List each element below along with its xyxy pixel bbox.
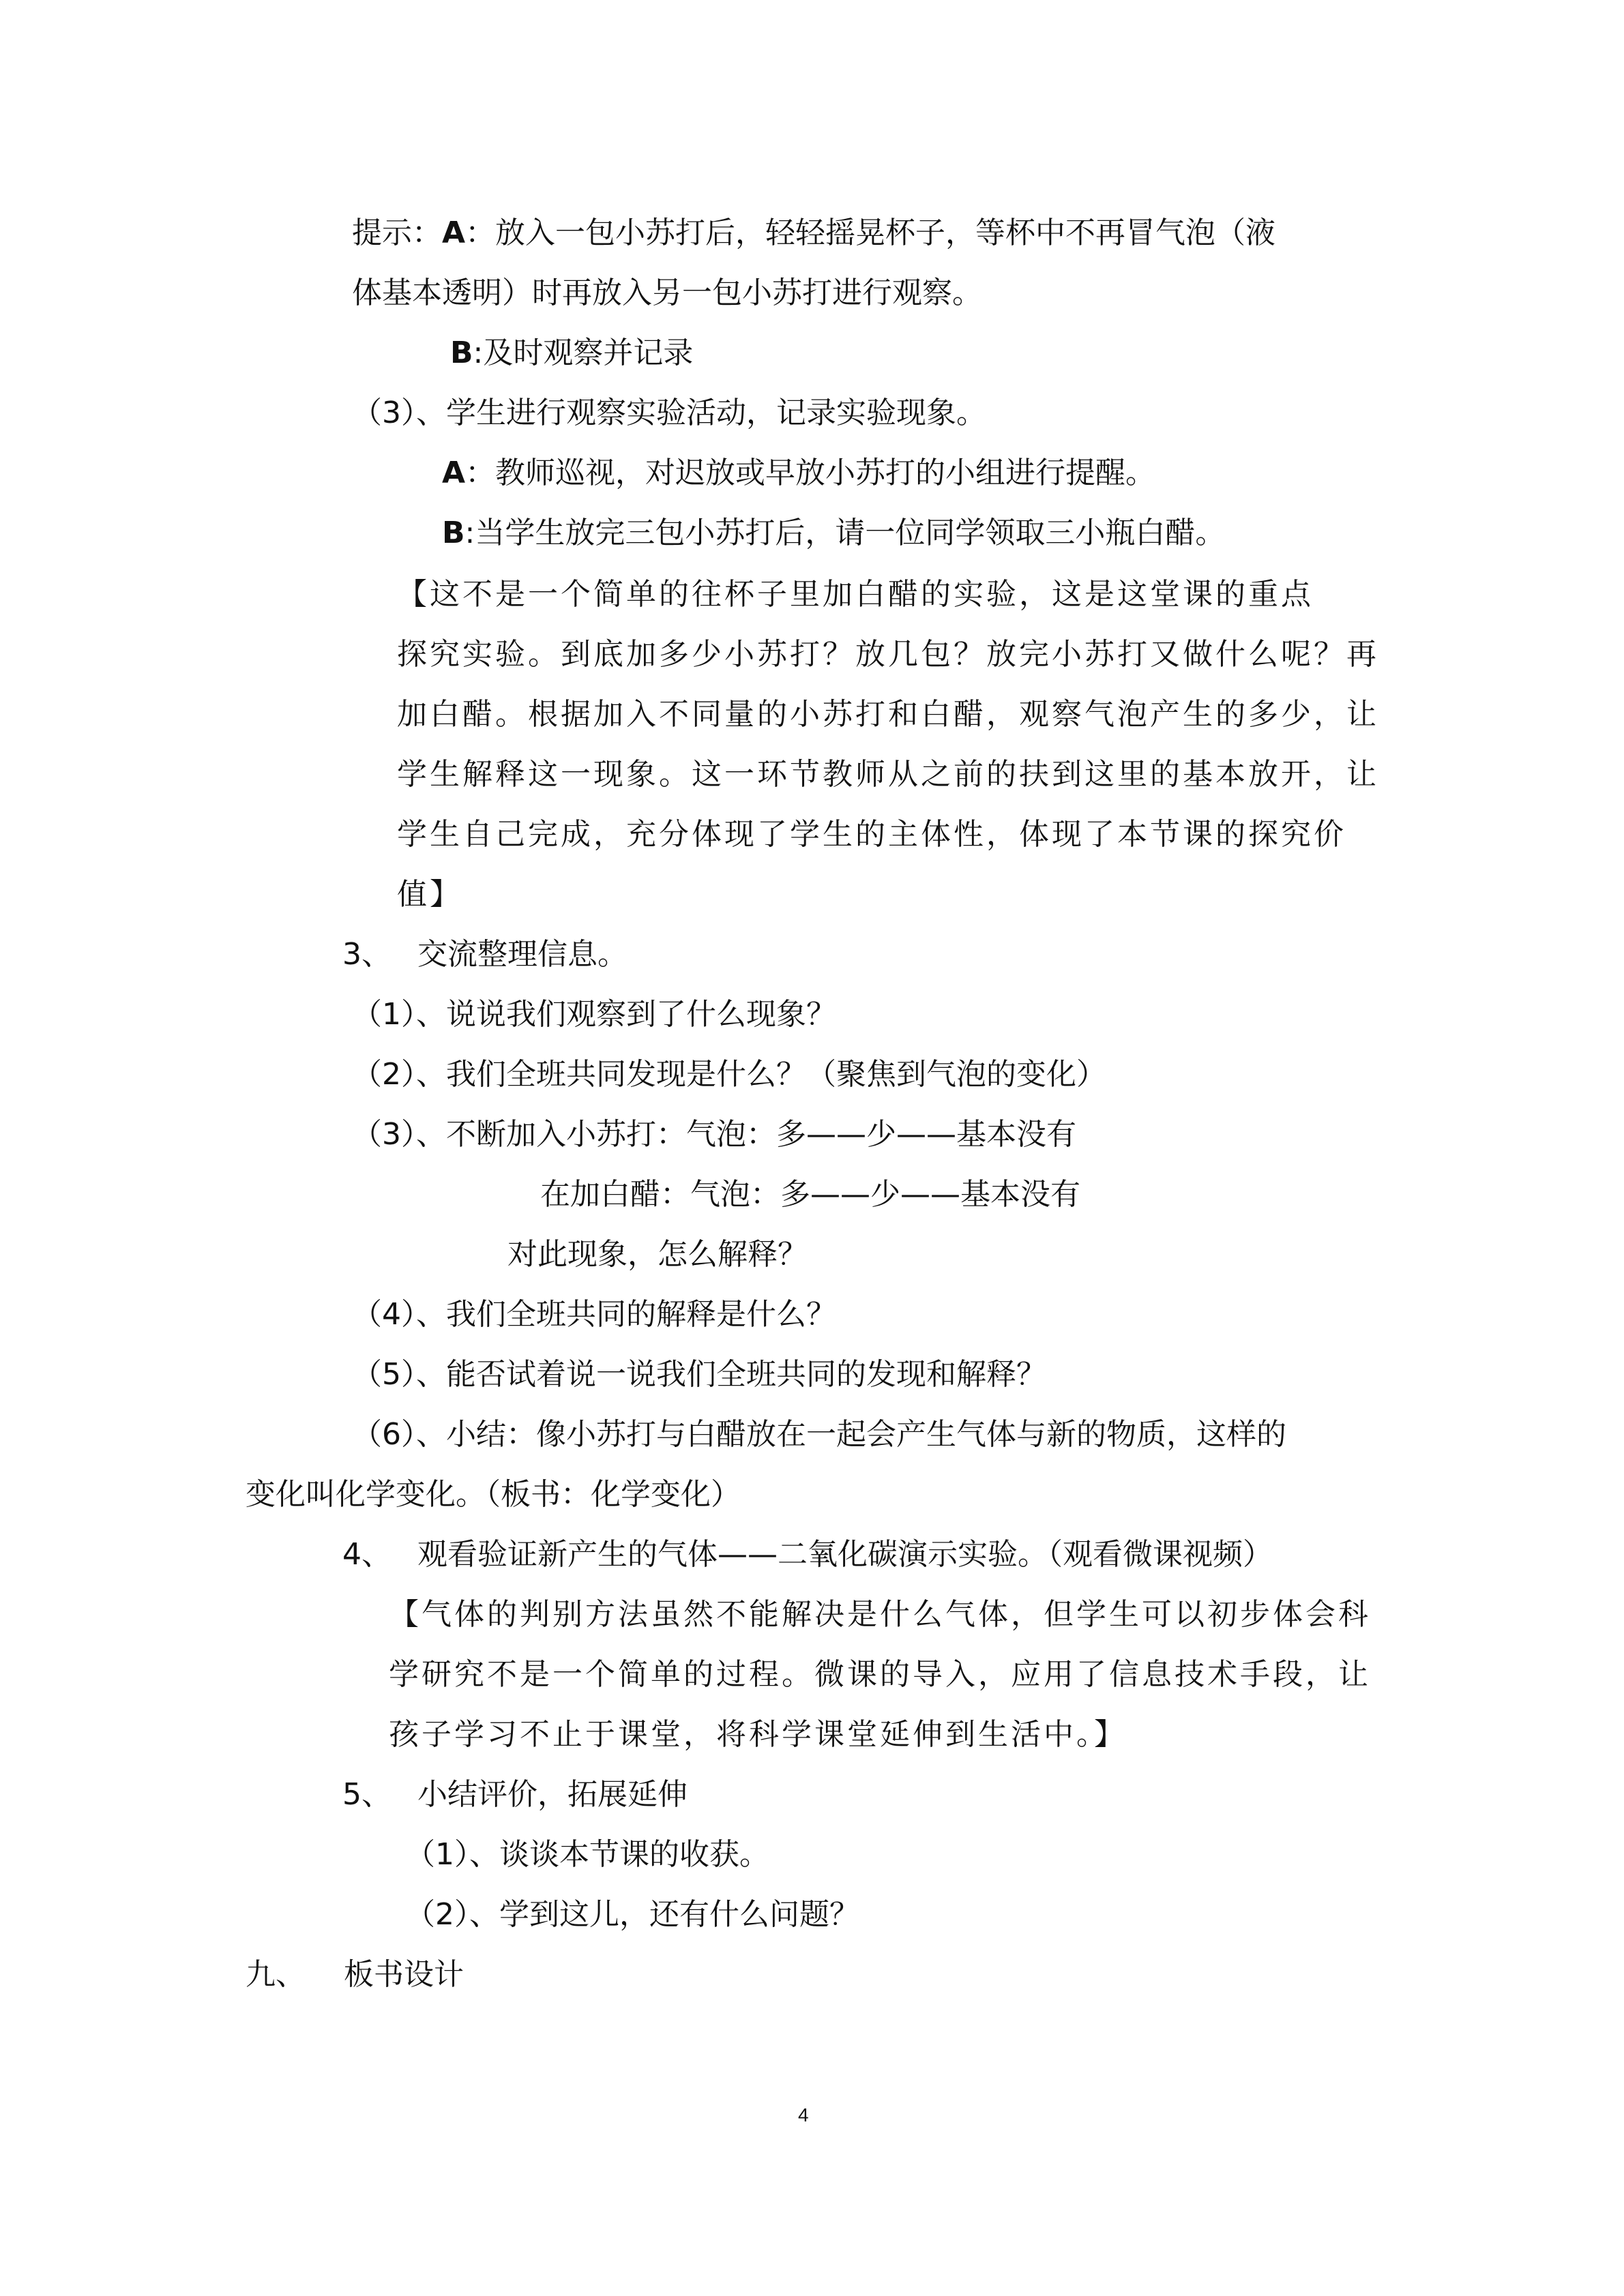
commentary-line: 学生解释这一现象。这一环节教师从之前的扶到这里的基本放开，让 [397, 757, 1379, 792]
list-item: （4）、我们全班共同的解释是什么？ [352, 1297, 836, 1332]
chapter-9-title: 板书设计 [344, 1957, 464, 1992]
step-b-text: :当学生放完三包小苏打后，请一位同学领取三小瓶白醋。 [464, 516, 1226, 550]
commentary-line: 探究实验。到底加多少小苏打？放几包？放完小苏打又做什么呢？再 [397, 637, 1379, 672]
list-item: （3）、不断加入小苏打：气泡：多——少——基本没有 [352, 1117, 1076, 1152]
step-a-line [442, 453, 1155, 494]
section-3-number: 3、 [342, 937, 392, 972]
list-item: （2）、学到这儿，还有什么问题？ [405, 1897, 859, 1932]
list-item-continuation: 变化叫化学变化。（板书：化学变化） [246, 1477, 741, 1512]
commentary-line: 【这不是一个简单的往杯子里加白醋的实验，这是这堂课的重点 [397, 577, 1314, 612]
list-item: （5）、能否试着说一说我们全班共同的发现和解释？ [352, 1357, 1046, 1392]
section-5-title: 小结评价，拓展延伸 [417, 1777, 688, 1812]
step-a-marker: A [442, 456, 466, 490]
step-a-text: ：教师巡视，对迟放或早放小苏打的小组进行提醒。 [465, 456, 1156, 490]
section-5-number: 5、 [342, 1777, 392, 1812]
commentary-line: 【气体的判别方法虽然不能解决是什么气体，但学生可以初步体会科 [389, 1597, 1371, 1632]
step-3-line: （3）、学生进行观察实验活动，记录实验现象。 [352, 396, 986, 430]
list-item: （6）、小结：像小苏打与白醋放在一起会产生气体与新的物质，这样的 [352, 1417, 1286, 1452]
section-4-number: 4、 [342, 1537, 392, 1572]
text-line: 体基本透明）时再放入另一包小苏打进行观察。 [352, 275, 982, 310]
commentary-line: 值】 [397, 877, 462, 912]
commentary-line: 加白醋。根据加入不同量的小苏打和白醋，观察气泡产生的多少，让 [397, 697, 1379, 732]
list-item: （1）、说说我们观察到了什么现象？ [352, 997, 836, 1032]
tip-b-marker: B [450, 336, 473, 370]
list-item-continuation: 在加白醋：气泡：多——少——基本没有 [540, 1177, 1080, 1212]
section-4-title: 观看验证新产生的气体——二氧化碳演示实验。（观看微课视频） [417, 1537, 1273, 1572]
list-item-continuation: 对此现象，怎么解释？ [507, 1237, 808, 1272]
step-b-marker: B [442, 516, 465, 550]
tip-b-text: :及时观察并记录 [473, 336, 694, 370]
tip-line [352, 213, 1275, 254]
list-item: （2）、我们全班共同发现是什么？（聚焦到气泡的变化） [352, 1057, 1106, 1092]
section-3-title: 交流整理信息。 [417, 937, 628, 972]
commentary-line: 孩子学习不止于课堂，将科学课堂延伸到生活中。】 [389, 1717, 1127, 1752]
page-number: 4 [798, 2104, 809, 2126]
commentary-line: 学研究不是一个简单的过程。微课的导入，应用了信息技术手段，让 [389, 1657, 1371, 1692]
tip-a-marker: A [442, 215, 466, 250]
list-item: （1）、谈谈本节课的收获。 [405, 1837, 769, 1872]
tip-a-text: ：放入一包小苏打后，轻轻摇晃杯子，等杯中不再冒气泡（液 [465, 215, 1276, 250]
chapter-9-number: 九、 [246, 1957, 306, 1992]
tip-b-line [450, 333, 693, 374]
tip-label: 提示： [352, 215, 442, 250]
step-b-line [442, 513, 1225, 554]
commentary-line: 学生自己完成，充分体现了学生的主体性，体现了本节课的探究价 [397, 817, 1346, 852]
